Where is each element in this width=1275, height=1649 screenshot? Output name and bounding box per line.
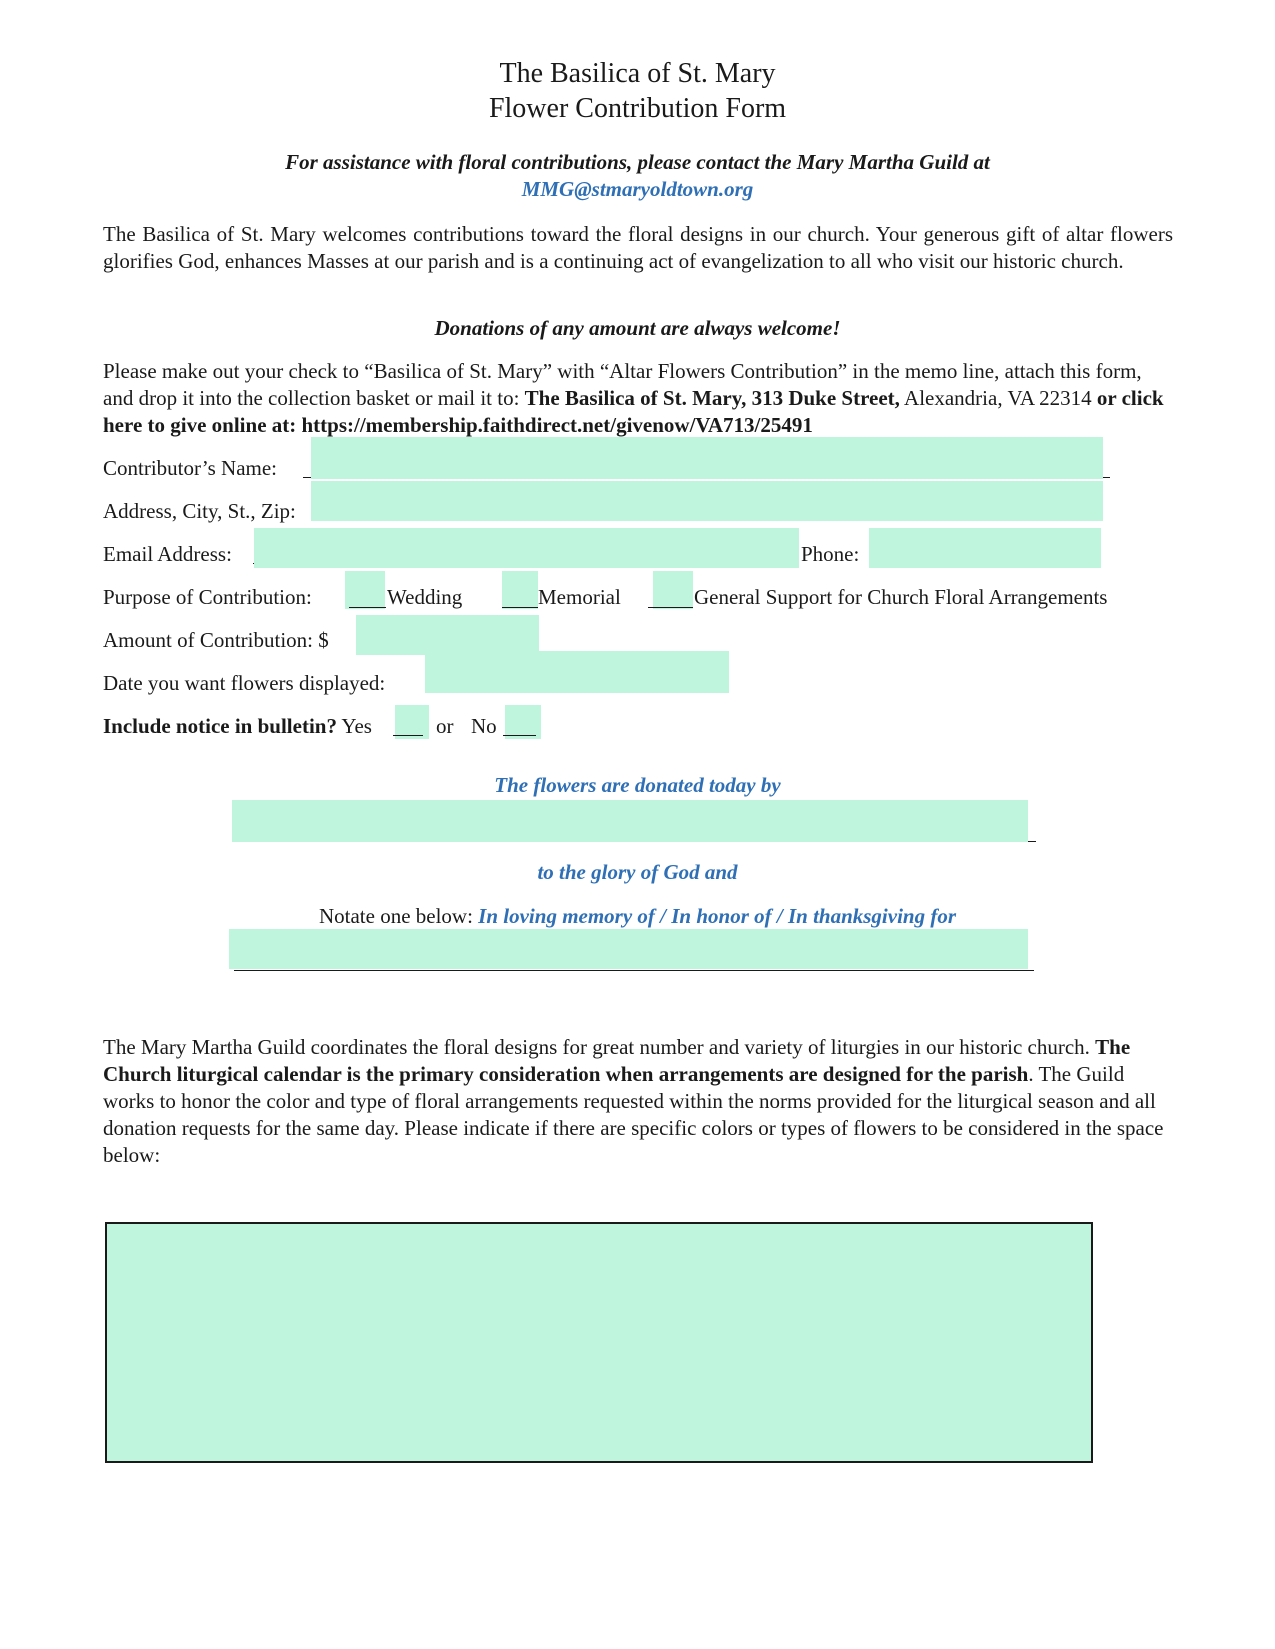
phone-field[interactable] — [869, 528, 1101, 568]
date-label: Date you want flowers displayed: — [103, 671, 386, 695]
phone-label: Phone: — [801, 542, 860, 566]
guild-text-1: The Mary Martha Guild coordinates the floral designs for great number and variety of liturgies in our historic church. — [103, 1035, 1096, 1059]
flower-preferences-box[interactable] — [105, 1222, 1093, 1463]
date-field[interactable] — [425, 651, 729, 693]
notate-underline — [234, 970, 1034, 971]
purpose-memorial-label: Memorial — [538, 585, 621, 609]
guild-text-2: . The Guild works to honor the color and type of floral arrangements requested within the norms provided for the liturgical season and all donation requests for the same day. Please indicate if there are specific colors or types of flowers to be considered in the space below: — [103, 1062, 1164, 1167]
email-field[interactable] — [254, 528, 799, 568]
donations-note: Donations of any amount are always welcome! — [434, 316, 841, 340]
purpose-wedding-field[interactable] — [345, 571, 385, 609]
general-underline — [648, 607, 693, 608]
check-instructions — [103, 358, 1173, 439]
bulletin-no-field[interactable] — [505, 705, 541, 739]
notate-label: Notate one below: — [318, 904, 479, 928]
page-title: The Basilica of St. Mary — [499, 58, 776, 89]
amount-label: Amount of Contribution: $ — [103, 628, 329, 652]
purpose-wedding-label: Wedding — [387, 585, 463, 609]
purpose-label: Purpose of Contribution: — [103, 585, 312, 609]
address-field[interactable] — [311, 481, 1103, 521]
bulletin-no-underline — [503, 735, 536, 736]
donor-name-field[interactable] — [232, 800, 1028, 842]
bulletin-question — [103, 713, 372, 739]
assist-text: For assistance with floral contributions, please contact the Mary Martha Guild at — [285, 150, 990, 174]
bulletin-or-label: or — [436, 714, 454, 738]
bulletin-label: Include notice in bulletin? — [103, 714, 337, 738]
bulletin-yes-field[interactable] — [395, 705, 429, 739]
mailing-city: Alexandria, VA 22314 — [904, 386, 1092, 410]
notate-field[interactable] — [229, 929, 1028, 969]
amount-field[interactable] — [356, 615, 539, 655]
name-label: Contributor’s Name: — [103, 456, 278, 480]
email-link[interactable]: MMG@stmaryoldtown.org — [521, 177, 754, 201]
purpose-general-label: General Support for Church Floral Arrangements — [694, 585, 1108, 609]
purpose-memorial-field[interactable] — [502, 571, 538, 609]
online-giving-link[interactable]: or click here to give online at: https://membership.faithdirect.net/givenow/VA713/25491 — [103, 386, 1164, 437]
purpose-general-field[interactable] — [653, 571, 693, 609]
memorial-underline — [502, 607, 538, 608]
bulletin-no-label: No — [471, 714, 497, 738]
mailing-address: The Basilica of St. Mary, 313 Duke Street, — [524, 386, 900, 410]
wedding-underline — [349, 607, 386, 608]
notate-options: In loving memory of / In honor of / In thanksgiving for — [478, 904, 957, 928]
intro-paragraph: The Basilica of St. Mary welcomes contributions toward the floral designs in our church. Your generous gift of altar flowers glorifies God, enhances Masses at our parish and is a continuing act of evangelization to all who visit our historic church. — [103, 222, 1173, 273]
page-subtitle: Flower Contribution Form — [488, 93, 787, 124]
donated-by-text: The flowers are donated today by — [494, 773, 781, 797]
glory-text: to the glory of God and — [537, 860, 738, 884]
guild-paragraph — [103, 1034, 1175, 1169]
address-label: Address, City, St., Zip: — [103, 499, 296, 523]
guild-bold-text: The Church liturgical calendar is the primary consideration when arrangements are designed for the parish — [103, 1035, 1131, 1086]
email-label: Email Address: — [103, 542, 232, 566]
contributor-name-field[interactable] — [311, 437, 1103, 479]
notate-line — [0, 903, 1275, 929]
check-text: Please make out your check to “Basilica of St. Mary” with “Altar Flowers Contribution” in the memo line, attach this form, and drop it into the collection basket or mail it to: — [103, 359, 1142, 410]
bulletin-yes-label: Yes — [336, 714, 372, 738]
bulletin-yes-underline — [393, 735, 423, 736]
